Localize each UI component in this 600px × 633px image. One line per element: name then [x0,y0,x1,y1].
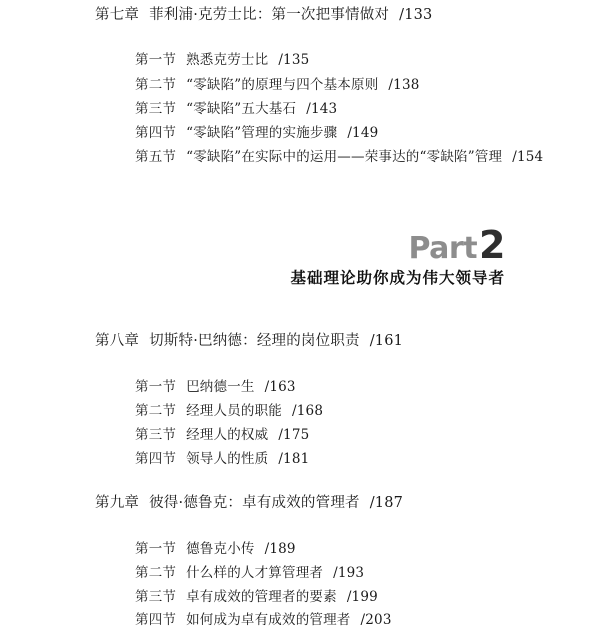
section-page: /189 [264,541,296,557]
section-title: 经理人的权威 [186,427,269,443]
chapter-number: 第七章 [95,7,140,23]
section-number: 第三节 [135,101,177,117]
section-title: “零缺陷”在实际中的运用——荣事达的“零缺陷”管理 [186,149,503,165]
section-number: 第四节 [135,451,177,467]
part-label: Part [408,231,478,266]
section-title: “零缺陷”五大基石 [186,101,297,117]
part-logo [408,223,505,267]
section-title: 领导人的性质 [186,451,269,467]
section-title: 巴纳德一生 [186,379,255,395]
section-page: /181 [278,451,310,467]
section-page: /154 [512,149,544,165]
section-number: 第三节 [135,589,177,605]
chapter-page: /133 [399,7,433,23]
section-title: 什么样的人才算管理者 [186,565,324,581]
toc-chapter-9[interactable] [95,494,403,512]
section-page: /135 [278,52,310,68]
toc-section[interactable] [135,378,296,396]
section-number: 第一节 [135,52,177,68]
toc-section[interactable] [135,124,378,142]
toc-section[interactable] [135,564,364,582]
section-title: 经理人员的职能 [186,403,283,419]
section-page: /149 [347,125,379,141]
section-title: 德鲁克小传 [186,541,255,557]
section-number: 第一节 [135,541,177,557]
section-page: /168 [292,403,324,419]
section-title: 卓有成效的管理者的要素 [186,589,337,605]
section-page: /193 [333,565,365,581]
section-page: /163 [264,379,296,395]
toc-section[interactable] [135,402,323,420]
section-title: 如何成为卓有成效的管理者 [186,612,351,628]
toc-section[interactable] [135,450,309,468]
section-number: 第二节 [135,77,177,93]
section-number: 第一节 [135,379,177,395]
section-title: 熟悉克劳士比 [186,52,269,68]
section-number: 第四节 [135,125,177,141]
section-number: 第二节 [135,565,177,581]
section-page: /175 [278,427,310,443]
part-heading [185,223,505,288]
section-page: /143 [306,101,338,117]
chapter-number: 第八章 [95,333,140,349]
section-title: “零缺陷”管理的实施步骤 [186,125,338,141]
chapter-page: /187 [369,495,404,511]
section-title: “零缺陷”的原理与四个基本原则 [186,77,379,93]
toc-chapter-8[interactable] [95,332,403,350]
toc-section[interactable] [135,611,392,629]
section-page: /199 [346,589,378,605]
toc-section[interactable] [135,51,309,69]
toc-section[interactable] [135,588,378,606]
chapter-page: /161 [369,333,404,349]
section-number: 第二节 [135,403,177,419]
section-number: 第五节 [135,149,177,165]
toc-section[interactable] [135,76,420,94]
section-page: /203 [360,612,392,628]
chapter-title: 切斯特·巴纳德：经理的岗位职责 [149,333,360,349]
toc-section[interactable] [135,100,337,118]
part-number: 2 [479,223,505,267]
toc-section[interactable] [135,148,543,166]
section-number: 第四节 [135,612,177,628]
toc-chapter-7[interactable] [95,6,433,24]
section-number: 第三节 [135,427,177,443]
chapter-number: 第九章 [95,495,140,511]
part-subtitle: 基础理论助你成为伟大领导者 [290,269,505,287]
chapter-title: 菲利浦·克劳士比：第一次把事情做对 [149,7,390,23]
toc-section[interactable] [135,426,309,444]
toc-section[interactable] [135,540,296,558]
section-page: /138 [388,77,420,93]
chapter-title: 彼得·德鲁克：卓有成效的管理者 [149,495,360,511]
